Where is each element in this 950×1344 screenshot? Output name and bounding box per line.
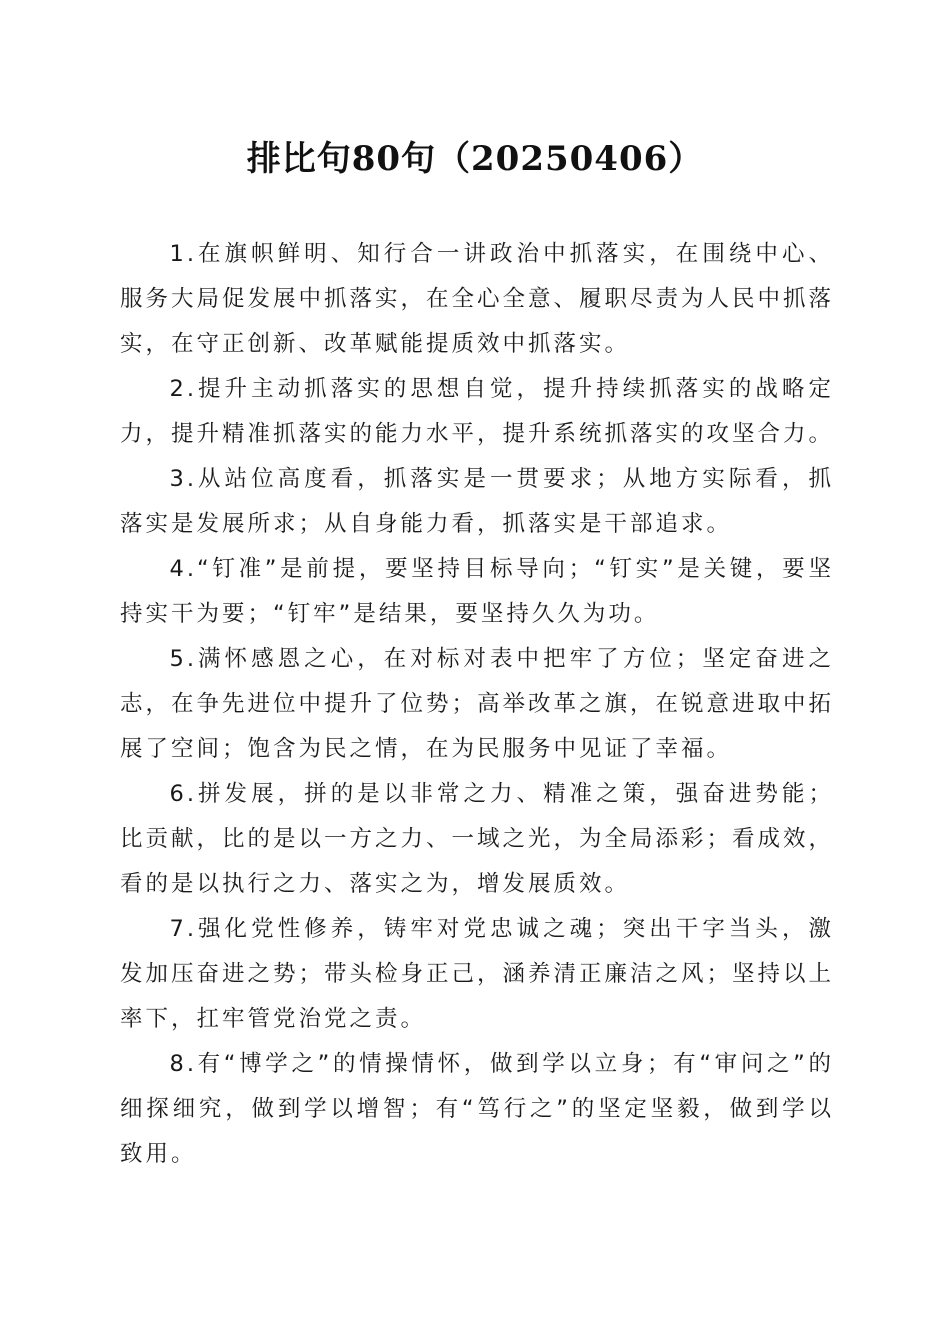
document-body (120, 232, 834, 1177)
paragraph-8: 8.有“博学之”的情操情怀，做到学以立身；有“审问之”的细探细究，做到学以增智；有“笃行之”的坚定坚毅，做到学以致用。 (120, 1051, 834, 1167)
paragraph-3: 3.从站位高度看，抓落实是一贯要求；从地方实际看，抓落实是发展所求；从自身能力看，抓落实是干部追求。 (120, 466, 834, 537)
paragraph-6: 6.拼发展，拼的是以非常之力、精准之策，强奋进势能；比贡献，比的是以一方之力、一域之光，为全局添彩；看成效，看的是以执行之力、落实之为，增发展质效。 (120, 781, 835, 897)
paragraph-2: 2.提升主动抓落实的思想自觉，提升持续抓落实的战略定力，提升精准抓落实的能力水平，提升系统抓落实的攻坚合力。 (120, 376, 835, 447)
document-title: 排比句80句（20250406） (246, 139, 704, 179)
paragraph-1: 1.在旗帜鲜明、知行合一讲政治中抓落实，在围绕中心、服务大局促发展中抓落实，在全心全意、履职尽责为人民中抓落实，在守正创新、改革赋能提质效中抓落实。 (120, 241, 835, 357)
paragraph-5: 5.满怀感恩之心，在对标对表中把牢了方位；坚定奋进之志，在争先进位中提升了位势；高举改革之旗，在锐意进取中拓展了空间；饱含为民之情，在为民服务中见证了幸福。 (120, 646, 835, 762)
paragraph-4: 4.“钉准”是前提，要坚持目标导向；“钉实”是关键，要坚持实干为要；“钉牢”是结果，要坚持久久为功。 (120, 556, 834, 627)
paragraph-7: 7.强化党性修养，铸牢对党忠诚之魂；突出干字当头，激发加压奋进之势；带头检身正己，涵养清正廉洁之风；坚持以上率下，扛牢管党治党之责。 (120, 916, 835, 1032)
